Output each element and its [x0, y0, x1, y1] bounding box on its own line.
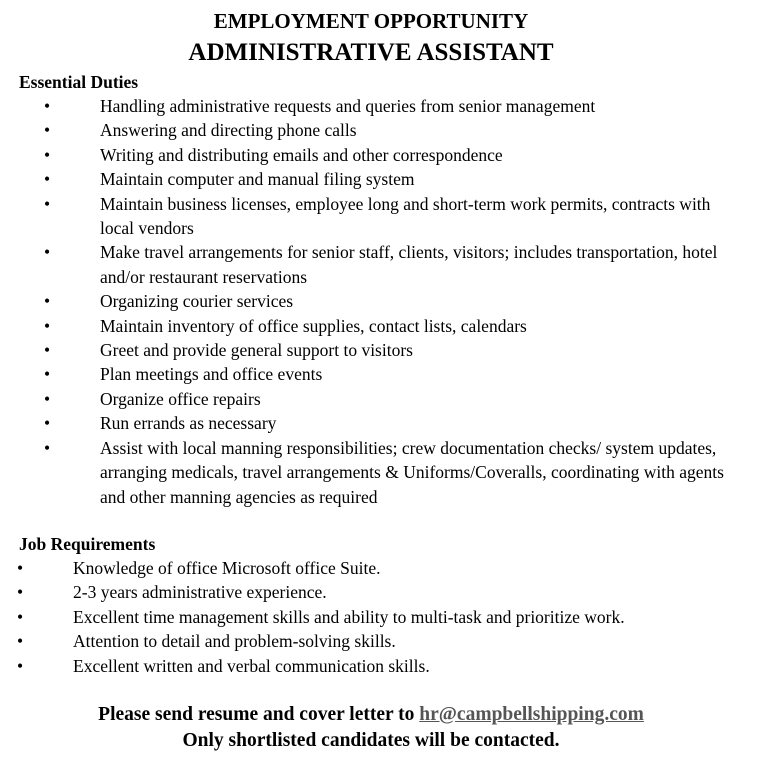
requirement-text: 2-3 years administrative experience.	[73, 582, 327, 603]
bullet-icon: •	[44, 388, 51, 409]
list-item	[0, 556, 740, 580]
list-item	[0, 654, 740, 678]
essential-duties-list	[0, 94, 740, 509]
duty-text: Organizing courier services	[100, 291, 294, 312]
list-item	[0, 387, 740, 411]
position-title: ADMINISTRATIVE ASSISTANT	[188, 39, 554, 66]
bullet-icon: •	[17, 582, 24, 603]
bullet-icon: •	[44, 437, 51, 458]
document-title: EMPLOYMENT OPPORTUNITY	[213, 9, 529, 33]
list-item	[0, 143, 740, 167]
bullet-icon: •	[44, 364, 51, 385]
duty-text: Maintain business licenses, employee long and short-term work permits, contracts with local vendors	[100, 193, 711, 239]
bullet-icon: •	[44, 193, 51, 214]
essential-duties-heading: Essential Duties	[19, 72, 139, 92]
bullet-icon: •	[44, 169, 51, 190]
apply-text: Please send resume and cover letter to	[98, 704, 420, 725]
job-requirements-heading: Job Requirements	[19, 534, 156, 554]
list-item	[0, 240, 740, 289]
list-item	[0, 411, 740, 435]
list-item	[0, 167, 740, 191]
requirement-text: Knowledge of office Microsoft office Suite.	[73, 558, 381, 578]
list-item	[0, 94, 740, 118]
bullet-icon: •	[17, 558, 24, 578]
requirement-text: Attention to detail and problem-solving skills.	[73, 631, 396, 652]
duty-text: Maintain inventory of office supplies, contact lists, calendars	[100, 315, 527, 336]
list-item	[0, 192, 740, 241]
duty-text: Greet and provide general support to visitors	[100, 340, 413, 361]
bullet-icon: •	[44, 291, 51, 312]
bullet-icon: •	[44, 96, 51, 116]
email-link[interactable]: hr@campbellshipping.com	[419, 704, 644, 725]
list-item	[0, 629, 740, 653]
duty-text: Organize office repairs	[100, 388, 261, 409]
duty-text: Answering and directing phone calls	[100, 120, 357, 141]
bullet-icon: •	[44, 315, 51, 336]
duty-text: Run errands as necessary	[100, 413, 277, 434]
bullet-icon: •	[44, 144, 51, 165]
list-item	[0, 338, 740, 362]
list-item	[0, 605, 740, 629]
requirement-text: Excellent written and verbal communication skills.	[73, 655, 430, 676]
job-requirements-list	[0, 556, 740, 678]
duty-text: Maintain computer and manual filing system	[100, 169, 415, 190]
bullet-icon: •	[17, 631, 24, 652]
bullet-icon: •	[44, 242, 51, 263]
list-item	[0, 118, 740, 142]
duty-text: Writing and distributing emails and other correspondence	[100, 144, 503, 165]
list-item	[0, 289, 740, 313]
bullet-icon: •	[44, 120, 51, 141]
duty-text: Assist with local manning responsibilities; crew documentation checks/ system updates, arranging medicals, travel arrangements & Uniforms/Coveralls, coordinating with agents and other manning agencies as required	[100, 437, 724, 507]
duty-text: Plan meetings and office events	[100, 364, 323, 385]
list-item	[0, 436, 740, 509]
list-item	[0, 362, 740, 386]
duty-text: Handling administrative requests and queries from senior management	[100, 96, 596, 116]
list-item	[0, 314, 740, 338]
apply-instructions	[0, 702, 742, 728]
duty-text: Make travel arrangements for senior staff, clients, visitors; includes transportation, hotel and/or restaurant reservations	[100, 242, 718, 287]
bullet-icon: •	[17, 606, 24, 627]
bullet-icon: •	[17, 655, 24, 676]
requirement-text: Excellent time management skills and ability to multi-task and prioritize work.	[73, 606, 625, 627]
shortlist-note: Only shortlisted candidates will be contacted.	[182, 730, 560, 751]
bullet-icon: •	[44, 413, 51, 434]
list-item	[0, 580, 740, 604]
bullet-icon: •	[44, 340, 51, 361]
